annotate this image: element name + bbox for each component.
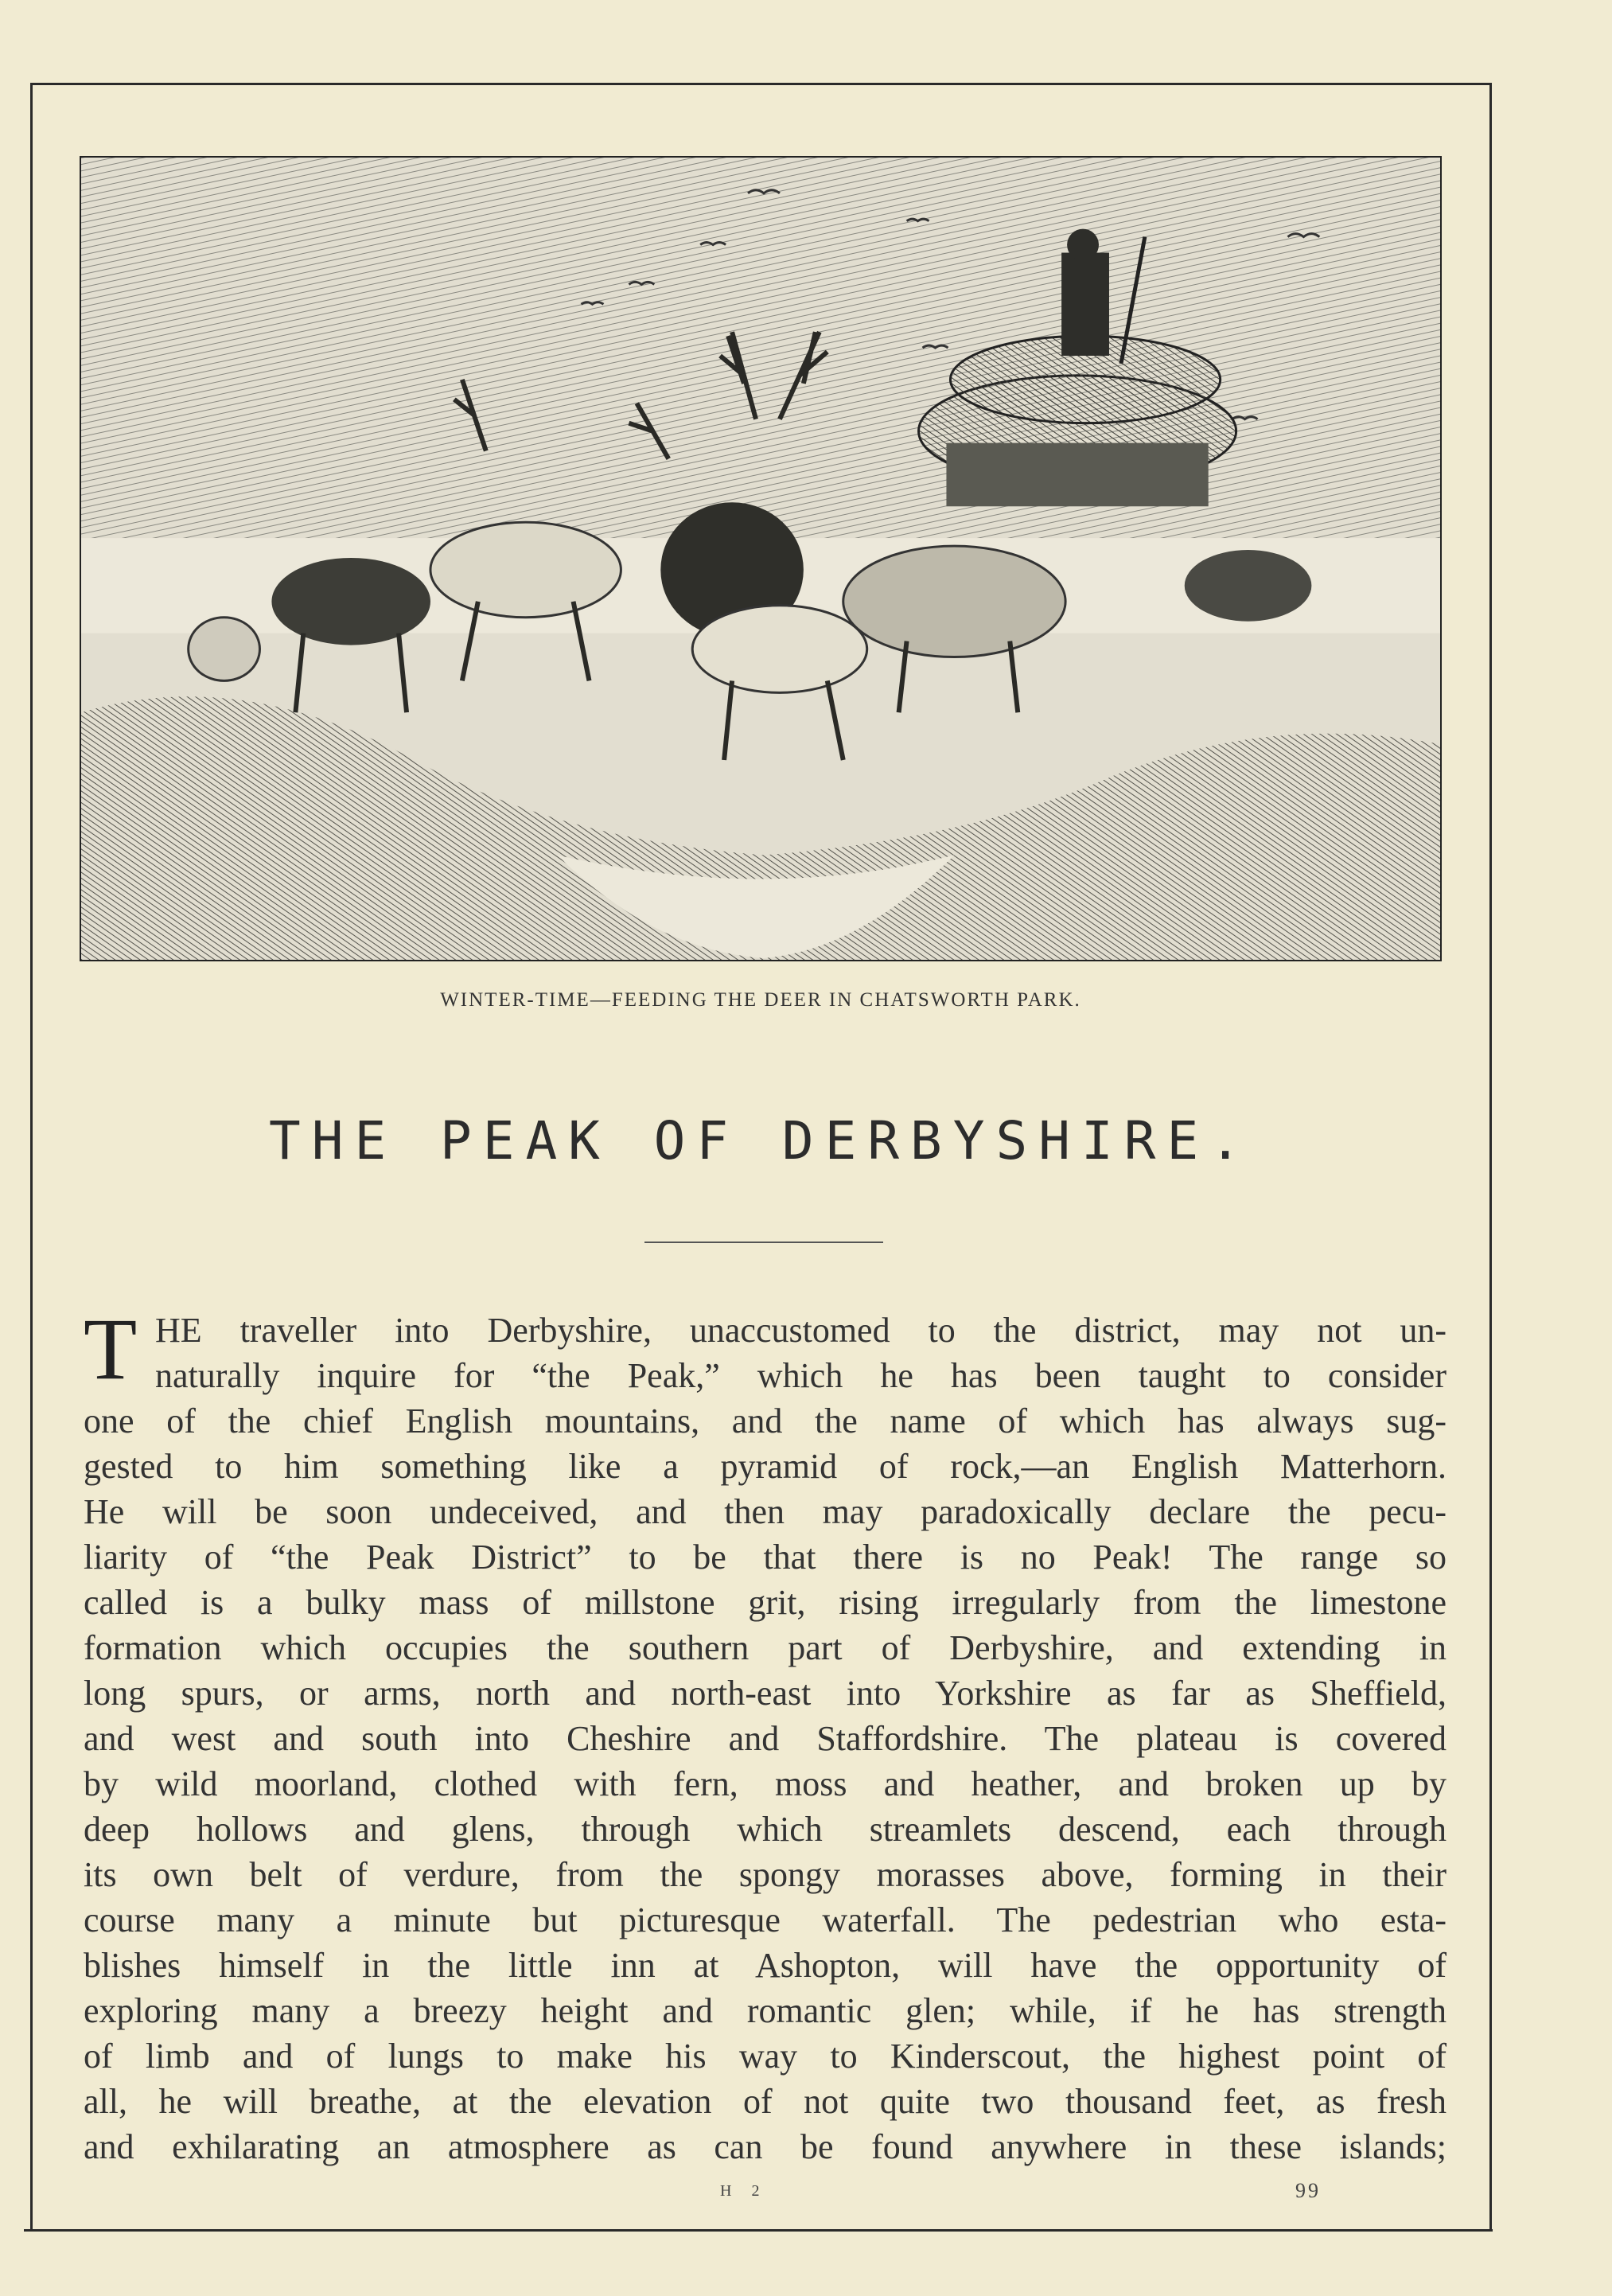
text-line: He will be soon undeceived, and then may paradoxically declare the pecu- (84, 1492, 1447, 1531)
page-border-right (1489, 83, 1492, 2232)
text-line: blishes himself in the little inn at Ashopton, will have the opportunity of (84, 1946, 1447, 1985)
text-line: its own belt of verdure, from the spongy morasses above, forming in their (84, 1855, 1447, 1894)
title-divider (644, 1242, 883, 1243)
body-text (84, 1300, 1447, 2169)
text-line: of limb and of lungs to make his way to Kinderscout, the highest point of (84, 2037, 1447, 2076)
page-number: 99 (1295, 2179, 1321, 2202)
illustration-caption: WINTER-TIME—FEEDING THE DEER IN CHATSWORTH PARK. (440, 989, 1081, 1011)
text-line: exploring many a breezy height and romantic glen; while, if he has strength (84, 1991, 1447, 2030)
text-line: deep hollows and glens, through which streamlets descend, each through (84, 1810, 1447, 1849)
page-border-top (30, 83, 1491, 85)
signature-mark: H 2 (720, 2182, 768, 2200)
text-line: and exhilarating an atmosphere as can be found anywhere in these islands; (84, 2127, 1447, 2166)
text-line: formation which occupies the southern part of Derbyshire, and extending in (84, 1628, 1447, 1667)
text-line: one of the chief English mountains, and the name of which has always sug- (84, 1401, 1447, 1440)
text-line: called is a bulky mass of millstone grit, rising irregularly from the limestone (84, 1583, 1447, 1622)
text-line: course many a minute but picturesque waterfall. The pedestrian who esta- (84, 1900, 1447, 1939)
text-line: naturally inquire for “the Peak,” which he has been taught to consider (155, 1356, 1447, 1395)
text-line: long spurs, or arms, north and north-east into Yorkshire as far as Sheffield, (84, 1674, 1447, 1713)
text-line: HE traveller into Derbyshire, unaccustomed to the district, may not un- (155, 1311, 1447, 1350)
chapter-title: THE PEAK OF DERBYSHIRE. (269, 1110, 1252, 1171)
page-border-left (30, 83, 33, 2232)
text-line: liarity of “the Peak District” to be that there is no Peak! The range so (84, 1538, 1447, 1577)
text-line: by wild moorland, clothed with fern, moss and heather, and broken up by (84, 1764, 1447, 1803)
text-line: gested to him something like a pyramid of rock,—an English Matterhorn. (84, 1447, 1447, 1486)
text-line: and west and south into Cheshire and Staffordshire. The plateau is covered (84, 1719, 1447, 1758)
drop-cap: T (84, 1300, 138, 1397)
deer-feeding-engraving (81, 158, 1440, 960)
engraving-illustration (80, 156, 1442, 961)
text-line: all, he will breathe, at the elevation of not quite two thousand feet, as fresh (84, 2082, 1447, 2121)
page-border-bottom (24, 2229, 1493, 2232)
